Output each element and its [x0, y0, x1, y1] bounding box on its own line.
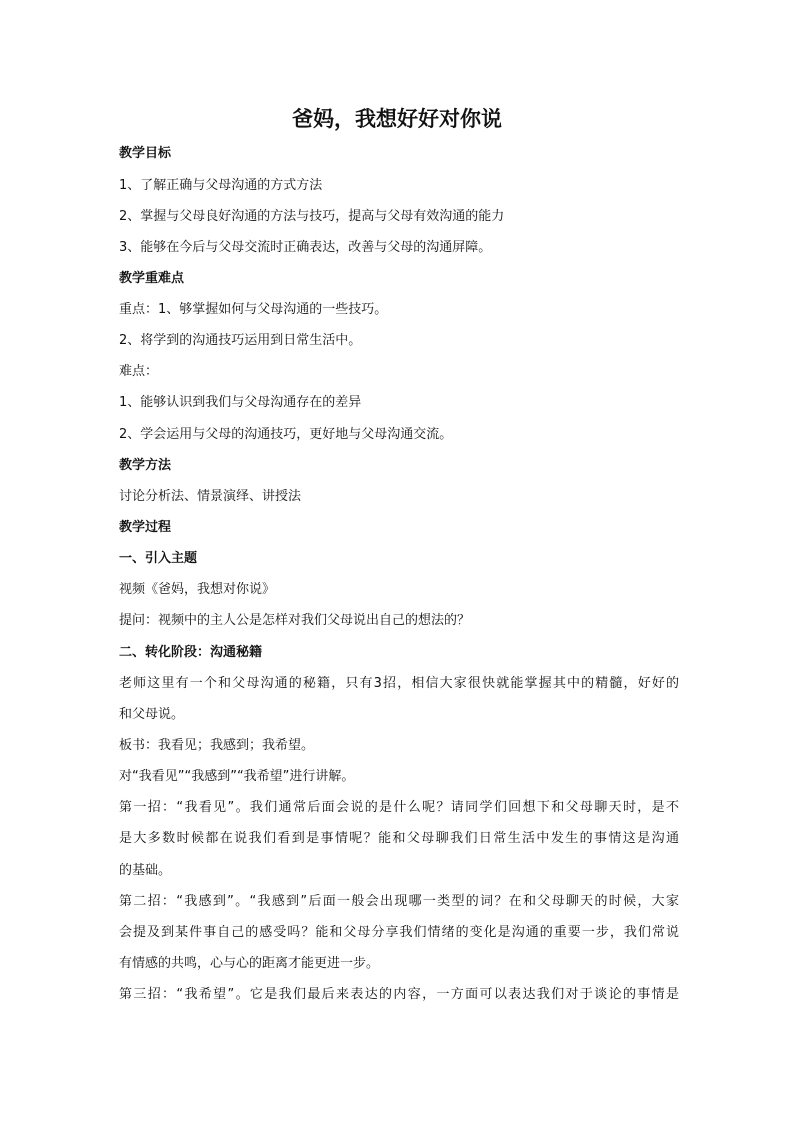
paragraph-line: 第二招：“我感到”。“我感到”后面一般会出现哪一类型的词？在和父母聊天的时候，大家	[119, 894, 679, 909]
paragraph-line: 重点：1、够掌握如何与父母沟通的一些技巧。	[119, 302, 388, 317]
paragraph-line: 第三招：“我希望”。它是我们最后来表达的内容，一方面可以表达我们对于谈论的事情是	[119, 987, 679, 1002]
paragraph-line: 2、将学到的沟通技巧运用到日常生活中。	[119, 333, 362, 348]
paragraph-line: 和父母说。	[119, 707, 185, 722]
subsection-heading-intro: 一、引入主题	[119, 551, 198, 566]
paragraph-line: 1、能够认识到我们与父母沟通存在的差异	[119, 395, 362, 410]
paragraph-line: 3、能够在今后与父母交流时正确表达，改善与父母的沟通屏障。	[119, 240, 492, 255]
paragraph-line: 1、了解正确与父母沟通的方式方法	[119, 178, 323, 193]
subsection-heading-transition: 二、转化阶段：沟通秘籍	[119, 645, 263, 660]
paragraph-line: 是大多数时候都在说我们看到是事情呢？能和父母聊我们日常生活中发生的事情这是沟通	[119, 831, 679, 846]
paragraph-line: 难点：	[119, 364, 159, 379]
paragraph-line: 2、学会运用与父母的沟通技巧，更好地与父母沟通交流。	[119, 427, 453, 442]
paragraph-line: 板书：我看见；我感到；我希望。	[119, 738, 315, 753]
paragraph-line: 视频《爸妈，我想对你说》	[119, 582, 276, 597]
paragraph-line: 对“我看见”“我感到”“我希望”进行讲解。	[119, 769, 355, 784]
section-heading-methods: 教学方法	[119, 458, 172, 473]
paragraph-line: 老师这里有一个和父母沟通的秘籍，只有3招，相信大家很快就能掌握其中的精髓，好好的	[119, 676, 679, 691]
paragraph-line: 会提及到某件事自己的感受吗？能和父母分享我们情绪的变化是沟通的重要一步，我们常说	[119, 925, 679, 940]
page-title: 爸妈，我想好好对你说	[292, 107, 502, 131]
paragraph-line: 的基础。	[119, 863, 172, 878]
paragraph-line: 提问：视频中的主人公是怎样对我们父母说出自己的想法的？	[119, 613, 471, 628]
section-heading-objectives: 教学目标	[119, 146, 172, 161]
section-heading-process: 教学过程	[119, 520, 172, 535]
paragraph-line: 第一招：“我看见”。我们通常后面会说的是什么呢？请同学们回想下和父母聊天时，是不	[119, 800, 679, 815]
section-heading-key-points: 教学重难点	[119, 271, 185, 286]
paragraph-line: 讨论分析法、情景演绎、讲授法	[119, 489, 302, 504]
paragraph-line: 2、掌握与父母良好沟通的方法与技巧，提高与父母有效沟通的能力	[119, 209, 505, 224]
paragraph-line: 有情感的共鸣，心与心的距离才能更进一步。	[119, 956, 380, 971]
